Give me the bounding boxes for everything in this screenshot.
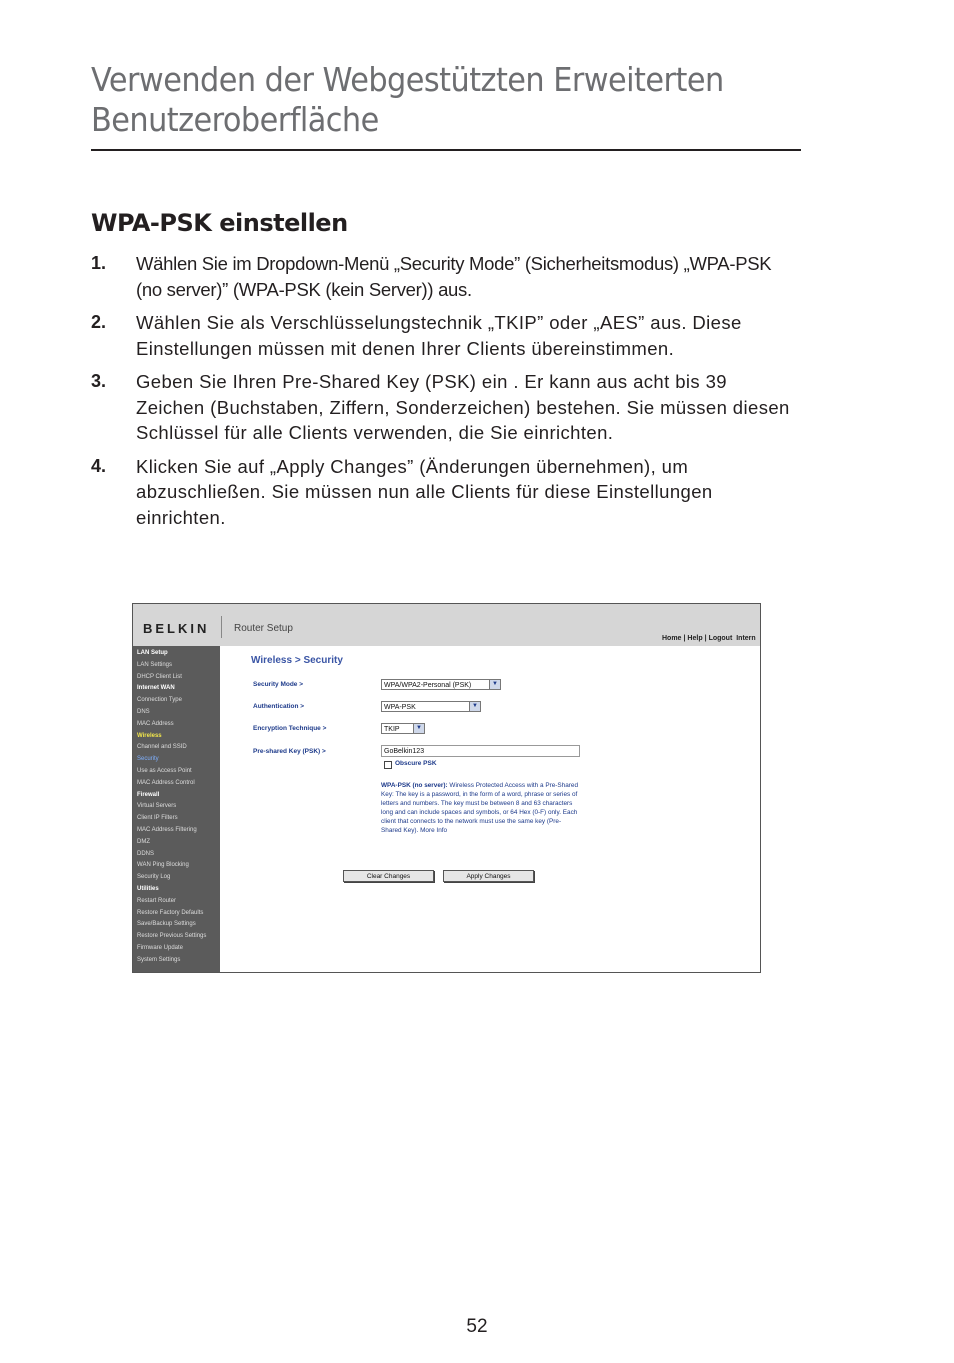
router-main-panel xyxy=(220,646,760,972)
sidebar-item-dhcp-client-list[interactable]: DHCP Client List xyxy=(137,673,182,680)
sidebar-item-client-ip-filters[interactable]: Client IP Filters xyxy=(137,815,178,822)
sidebar-item-channel-and-ssid[interactable]: Channel and SSID xyxy=(137,744,187,751)
sidebar-item-restore-factory-defaults[interactable]: Restore Factory Defaults xyxy=(137,909,204,916)
step-item xyxy=(91,369,791,446)
sidebar-item-mac-address[interactable]: MAC Address xyxy=(137,720,174,727)
more-info-link[interactable]: More Info xyxy=(420,827,448,834)
step-number: 2. xyxy=(91,312,107,332)
sidebar-item-use-as-access-point[interactable]: Use as Access Point xyxy=(137,768,192,774)
obscure-psk-label: Obscure PSK xyxy=(395,760,437,767)
chevron-down-icon: ▼ xyxy=(489,680,500,689)
encryption-technique-value: TKIP xyxy=(384,726,400,733)
psk-label: Pre-shared Key (PSK) > xyxy=(253,748,326,755)
sidebar-item-security-log[interactable]: Security Log xyxy=(137,874,171,881)
step-text: Klicken Sie auf „Apply Changes” (Änderungen übernehmen), um abzuschließen. Sie müssen nun alle Clients für diese Einstellungen einrichten. xyxy=(136,455,713,528)
step-number: 1. xyxy=(91,253,107,273)
breadcrumb: Wireless > Security xyxy=(251,655,343,666)
sidebar-item-mac-address-filtering[interactable]: MAC Address Filtering xyxy=(137,827,197,833)
sidebar-item-dmz[interactable]: DMZ xyxy=(137,838,150,845)
security-mode-value: WPA/WPA2-Personal (PSK) xyxy=(384,682,472,689)
step-item xyxy=(91,310,791,361)
page-title-line-2: Benutzeroberfläche xyxy=(91,100,379,139)
apply-changes-button[interactable]: Apply Changes xyxy=(443,870,534,882)
top-nav-links xyxy=(662,635,758,642)
sidebar-item-firmware-update[interactable]: Firmware Update xyxy=(137,945,184,951)
step-text: Wählen Sie im Dropdown-Menü „Security Mode” (Sicherheitsmodus) „WPA-PSK (no server)” (WPA-PSK (kein Server)) aus. xyxy=(136,253,772,300)
sidebar-item-ddns[interactable]: DDNS xyxy=(137,850,155,857)
sidebar-item-security[interactable]: Security xyxy=(137,756,159,763)
authentication-label: Authentication > xyxy=(253,703,305,710)
security-mode-label: Security Mode > xyxy=(253,681,304,688)
description-body: Wireless Protected Access with a Pre-Shared Key: The key is a password, in the form of a word, phrase or series of letters and numbers. The key must be between 8 and 63 characters long and can include spaces and symbols, or 64 Hex (0-F) only. Each client that connects to the network must use the same key (Pre-Shared Key). xyxy=(381,782,578,834)
link-separator: | xyxy=(704,635,707,642)
sidebar-item-restore-previous-settings[interactable]: Restore Previous Settings xyxy=(137,933,207,940)
sidebar-item-connection-type[interactable]: Connection Type xyxy=(137,697,182,704)
step-text: Wählen Sie als Verschlüsselungstechnik „TKIP” oder „AES” aus. Diese Einstellungen müssen mit denen Ihrer Clients übereinstimmen. xyxy=(136,312,742,359)
psk-input[interactable]: GoBelkin123 xyxy=(381,745,580,757)
router-header xyxy=(133,604,760,646)
logout-link[interactable]: Logout xyxy=(708,635,733,642)
sidebar-item-wireless[interactable]: Wireless xyxy=(137,732,162,739)
chevron-down-icon: ▼ xyxy=(413,724,424,733)
router-sidebar xyxy=(133,646,220,972)
router-setup-title: Router Setup xyxy=(234,623,293,634)
section-heading: WPA-PSK einstellen xyxy=(91,209,348,237)
clear-changes-button[interactable]: Clear Changes xyxy=(343,870,434,882)
home-link[interactable]: Home xyxy=(662,635,682,642)
belkin-logo: BELKIN xyxy=(143,621,210,636)
link-separator: | xyxy=(683,635,686,642)
sidebar-item-mac-address-control[interactable]: MAC Address Control xyxy=(137,779,195,786)
page-number: 52 xyxy=(466,1316,488,1337)
sidebar-heading-lan-setup: LAN Setup xyxy=(137,650,168,656)
sidebar-item-wan-ping-blocking[interactable]: WAN Ping Blocking xyxy=(137,862,189,869)
authentication-select[interactable] xyxy=(381,701,481,712)
step-text: Geben Sie Ihren Pre-Shared Key (PSK) ein . Er kann aus acht bis 39 Zeichen (Buchstaben, Ziffern, Sonderzeichen) bestehen. Sie müssen diesen Schlüssel für alle Clients verwenden, die Sie einrichten. xyxy=(136,371,790,443)
sidebar-item-system-settings[interactable]: System Settings xyxy=(137,956,181,963)
title-divider xyxy=(91,149,801,151)
sidebar-item-dns[interactable]: DNS xyxy=(137,709,150,715)
security-mode-select[interactable] xyxy=(381,679,501,690)
header-divider xyxy=(221,616,222,638)
sidebar-item-lan-settings[interactable]: LAN Settings xyxy=(137,661,173,668)
authentication-value: WPA-PSK xyxy=(384,704,416,711)
router-screenshot xyxy=(132,603,761,973)
sidebar-heading-utilities: Utilities xyxy=(137,886,159,892)
sidebar-heading-firewall: Firewall xyxy=(137,791,160,798)
chevron-down-icon: ▼ xyxy=(469,702,480,711)
encryption-technique-select[interactable] xyxy=(381,723,425,734)
obscure-psk-checkbox[interactable] xyxy=(384,761,392,769)
sidebar-item-restart-router[interactable]: Restart Router xyxy=(137,897,177,904)
steps-list xyxy=(91,251,791,538)
internet-status-link[interactable]: Intern xyxy=(736,635,756,642)
sidebar-heading-internet-wan: Internet WAN xyxy=(137,685,175,692)
page-title xyxy=(91,60,744,140)
encryption-technique-label: Encryption Technique > xyxy=(253,725,327,732)
step-number: 4. xyxy=(91,455,107,476)
step-item xyxy=(91,454,791,531)
sidebar-item-virtual-servers[interactable]: Virtual Servers xyxy=(137,803,177,810)
sidebar-item-save-backup-settings[interactable]: Save/Backup Settings xyxy=(137,921,196,928)
step-number: 3. xyxy=(91,371,107,391)
help-link[interactable]: Help xyxy=(687,635,703,642)
page-title-line-1: Verwenden der Webgestützten Erweiterten xyxy=(91,60,724,99)
security-mode-description xyxy=(381,781,581,835)
description-title: WPA-PSK (no server): xyxy=(381,782,448,789)
step-item xyxy=(91,251,791,302)
